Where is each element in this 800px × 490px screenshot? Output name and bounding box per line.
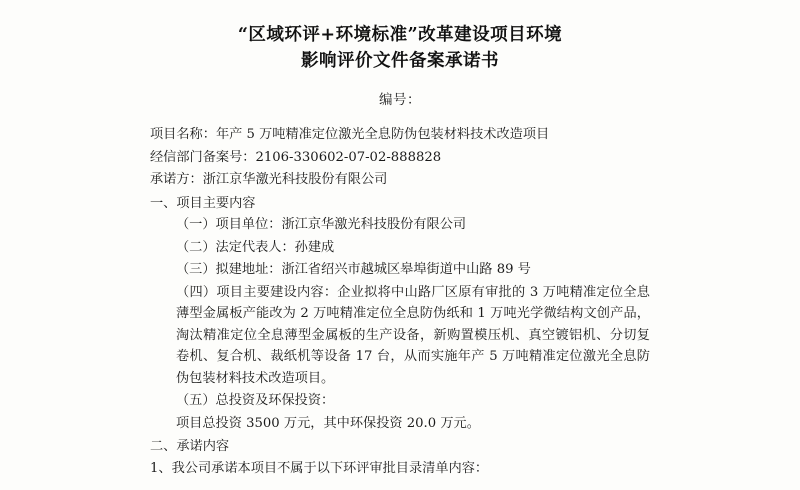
field-project-name-label: 项目名称：	[150, 127, 216, 142]
section-2-heading: 二、承诺内容	[150, 439, 230, 454]
document-body	[150, 124, 650, 479]
field-project-name	[150, 124, 650, 146]
section-1-heading: 一、项目主要内容	[150, 195, 256, 211]
commitment-line-1: 1、我公司承诺本项目不属于以下环评审批目录清单内容：	[150, 460, 489, 476]
page-bottom-fade	[0, 482, 800, 490]
title-line-2: 影响评价文件备案承诺书	[301, 51, 499, 71]
field-record-number	[150, 147, 650, 169]
section-1-item-2: （二）法定代表人：孙建成	[176, 239, 335, 255]
field-project-name-value: 年产 5 万吨精准定位激光全息防伪包装材料技术改造项目	[215, 127, 550, 142]
section-1-item-4: （四）项目主要建设内容：企业拟将中山路厂区原有审批的 3 万吨精准定位全息薄型金属板产能改为 2 万吨精准定位全息防伪纸和 1 万吨光学微结构文创产品，淘汰精准定位全息薄型金属板的生产设备，新购置模压机、真空镀铝机、分切复卷机、复合机、裁纸机等设备 17 台，从而实施年产 5 万吨精准定位激光全息防伪包装材料技术改造项目。	[176, 284, 650, 386]
field-record-number-value: 2106-330602-07-02-888828	[255, 149, 442, 165]
document-code-label: 编号：	[379, 92, 421, 108]
field-promisor	[150, 169, 650, 191]
document-title	[150, 22, 650, 74]
section-1-item-1: （一）项目单位：浙江京华激光科技股份有限公司	[176, 217, 467, 232]
title-line-1: “区域环评+环境标准”改革建设项目环境	[237, 25, 563, 45]
field-promisor-label: 承诺方：	[150, 172, 203, 187]
investment-line: 项目总投资 3500 万元，其中环保投资 20.0 万元。	[176, 415, 480, 431]
field-promisor-value: 浙江京华激光科技股份有限公司	[202, 172, 388, 187]
section-1-item-3: （三）拟建地址：浙江省绍兴市越城区皋埠街道中山路 89 号	[176, 262, 531, 277]
field-record-number-label: 经信部门备案号：	[150, 149, 256, 165]
section-1-item-5: （五）总投资及环保投资：	[176, 393, 335, 408]
